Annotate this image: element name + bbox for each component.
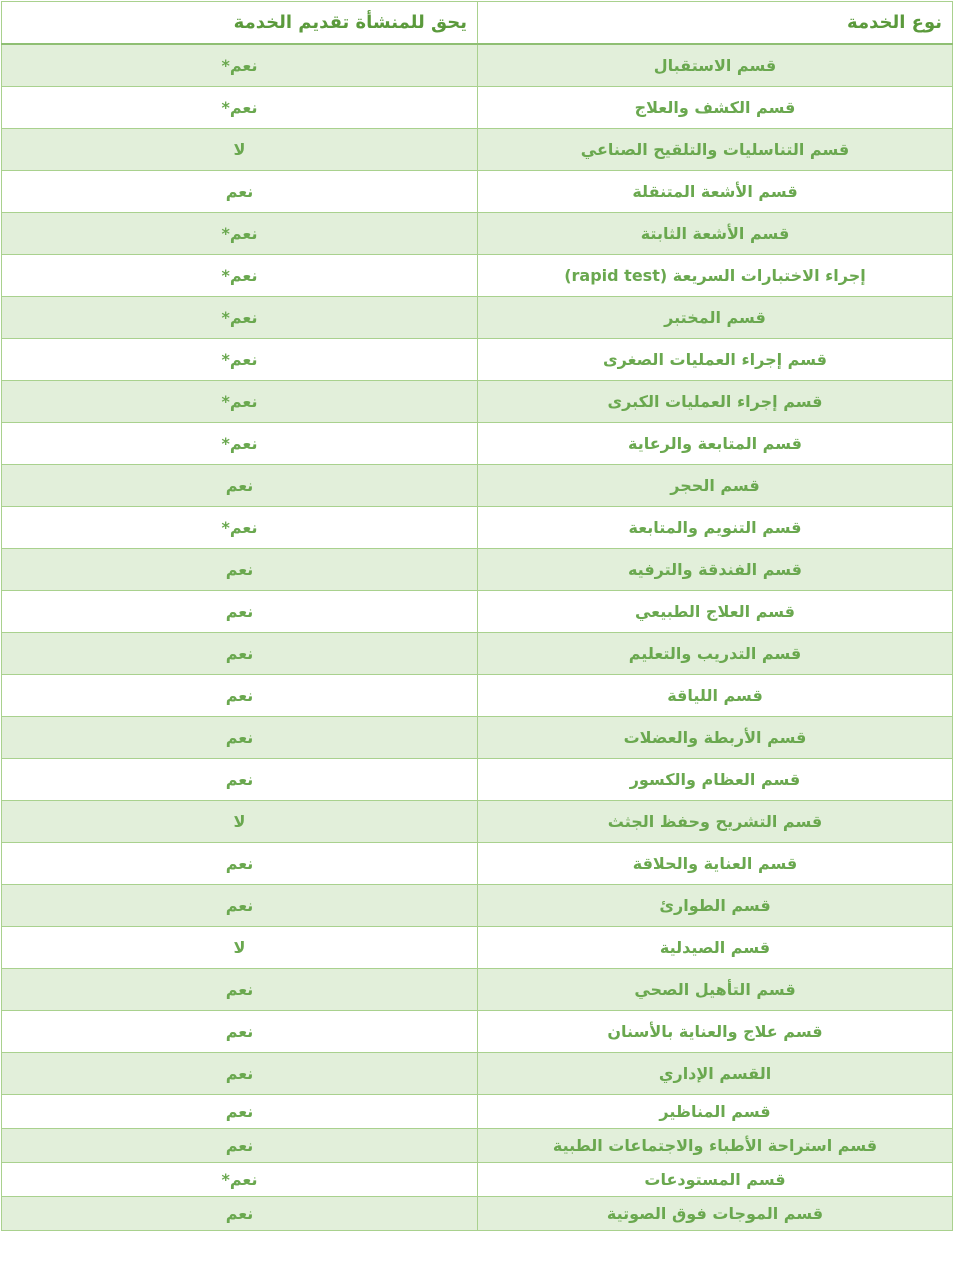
service-name-cell: قسم الموجات فوق الصوتية: [478, 1197, 953, 1231]
table-row: [2, 843, 953, 885]
service-name-cell: قسم التنويم والمتابعة: [478, 507, 953, 549]
service-name-cell: قسم التشريح وحفظ الجثث: [478, 801, 953, 843]
allowed-value-cell: نعم: [2, 1129, 478, 1163]
table-row: [2, 591, 953, 633]
allowed-value-cell: نعم: [2, 843, 478, 885]
service-name-cell: قسم الأشعة المتنقلة: [478, 171, 953, 213]
table-row: [2, 1197, 953, 1231]
service-name-cell: قسم المستودعات: [478, 1163, 953, 1197]
allowed-value-cell: نعم: [2, 1197, 478, 1231]
allowed-value-cell: نعم: [2, 633, 478, 675]
table-row: [2, 717, 953, 759]
service-name-cell: إجراء الاختبارات السريعة (rapid test): [478, 255, 953, 297]
table-row: [2, 885, 953, 927]
allowed-value-cell: نعم*: [2, 87, 478, 129]
allowed-value-cell: نعم*: [2, 381, 478, 423]
table-row: [2, 465, 953, 507]
table-row: [2, 1129, 953, 1163]
allowed-value-cell: نعم: [2, 591, 478, 633]
service-name-cell: قسم استراحة الأطباء والاجتماعات الطبية: [478, 1129, 953, 1163]
column-header-allowed: يحق للمنشأة تقديم الخدمة: [2, 2, 478, 45]
allowed-value-cell: نعم*: [2, 255, 478, 297]
table-body: [2, 44, 953, 1231]
allowed-value-cell: نعم*: [2, 44, 478, 87]
table-row: [2, 969, 953, 1011]
allowed-value-cell: نعم: [2, 1011, 478, 1053]
table-row: [2, 927, 953, 969]
service-name-cell: قسم اللياقة: [478, 675, 953, 717]
table-row: [2, 633, 953, 675]
allowed-value-cell: نعم: [2, 549, 478, 591]
table-row: [2, 1095, 953, 1129]
allowed-value-cell: نعم*: [2, 213, 478, 255]
allowed-value-cell: نعم: [2, 1053, 478, 1095]
table-row: [2, 381, 953, 423]
service-name-cell: قسم الأربطة والعضلات: [478, 717, 953, 759]
service-name-cell: قسم الصيدلية: [478, 927, 953, 969]
table-row: [2, 1163, 953, 1197]
service-name-cell: قسم الكشف والعلاج: [478, 87, 953, 129]
table-row: [2, 255, 953, 297]
service-name-cell: قسم التأهيل الصحي: [478, 969, 953, 1011]
allowed-value-cell: لا: [2, 927, 478, 969]
table-row: [2, 213, 953, 255]
service-name-cell: قسم علاج والعناية بالأسنان: [478, 1011, 953, 1053]
allowed-value-cell: نعم: [2, 759, 478, 801]
service-name-cell: قسم التناسليات والتلقيح الصناعي: [478, 129, 953, 171]
service-name-cell: قسم الفندقة والترفيه: [478, 549, 953, 591]
allowed-value-cell: نعم*: [2, 1163, 478, 1197]
allowed-value-cell: نعم: [2, 1095, 478, 1129]
allowed-value-cell: نعم: [2, 969, 478, 1011]
services-table: [1, 1, 953, 1231]
allowed-value-cell: نعم*: [2, 339, 478, 381]
service-name-cell: قسم الطوارئ: [478, 885, 953, 927]
table-row: [2, 297, 953, 339]
table-row: [2, 1011, 953, 1053]
table-row: [2, 549, 953, 591]
allowed-value-cell: لا: [2, 801, 478, 843]
allowed-value-cell: نعم*: [2, 297, 478, 339]
service-name-cell: قسم إجراء العمليات الكبرى: [478, 381, 953, 423]
allowed-value-cell: نعم*: [2, 423, 478, 465]
service-name-cell: قسم الاستقبال: [478, 44, 953, 87]
service-name-cell: قسم الحجر: [478, 465, 953, 507]
service-name-cell: قسم الأشعة الثابتة: [478, 213, 953, 255]
service-name-cell: قسم التدريب والتعليم: [478, 633, 953, 675]
service-name-cell: القسم الإداري: [478, 1053, 953, 1095]
service-name-cell: قسم العلاج الطبيعي: [478, 591, 953, 633]
allowed-value-cell: نعم: [2, 465, 478, 507]
table-row: [2, 87, 953, 129]
table-row: [2, 801, 953, 843]
service-name-cell: قسم المناظير: [478, 1095, 953, 1129]
table-row: [2, 129, 953, 171]
table-row: [2, 507, 953, 549]
allowed-value-cell: نعم: [2, 717, 478, 759]
column-header-service-type: نوع الخدمة: [478, 2, 953, 45]
table-row: [2, 339, 953, 381]
table-row: [2, 759, 953, 801]
table-row: [2, 423, 953, 465]
table-row: [2, 171, 953, 213]
allowed-value-cell: نعم: [2, 885, 478, 927]
service-name-cell: قسم إجراء العمليات الصغرى: [478, 339, 953, 381]
service-name-cell: قسم المتابعة والرعاية: [478, 423, 953, 465]
allowed-value-cell: نعم: [2, 171, 478, 213]
table-header-row: [2, 2, 953, 45]
table-row: [2, 44, 953, 87]
service-name-cell: قسم المختبر: [478, 297, 953, 339]
service-name-cell: قسم العظام والكسور: [478, 759, 953, 801]
allowed-value-cell: نعم: [2, 675, 478, 717]
table-row: [2, 675, 953, 717]
table-row: [2, 1053, 953, 1095]
allowed-value-cell: لا: [2, 129, 478, 171]
allowed-value-cell: نعم*: [2, 507, 478, 549]
service-name-cell: قسم العناية والحلاقة: [478, 843, 953, 885]
